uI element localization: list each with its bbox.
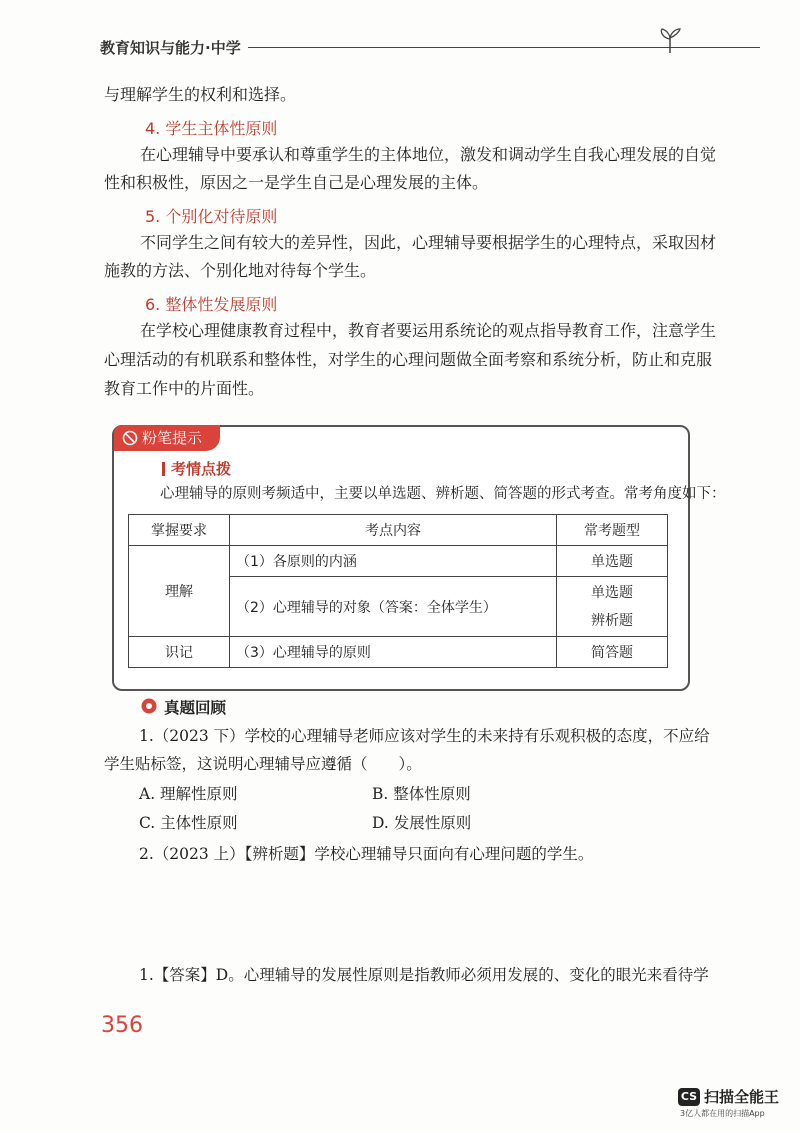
header-title: 教育知识与能力·中学 <box>100 39 241 57</box>
table-header: 考点内容 <box>230 515 557 546</box>
section-5-title: 个别化对待原则 <box>165 207 278 226</box>
section-6-heading <box>145 292 277 315</box>
tip-tab-label: 粉笔提示 <box>142 429 203 447</box>
table-header: 掌握要求 <box>129 515 230 546</box>
question-1-line-1: 1.（2023 下）学校的心理辅导老师应该对学生的未来持有乐观积极的态度，不应给 <box>139 727 710 745</box>
table-cell-content: （2）心理辅导的对象（答案：全体学生） <box>230 577 557 637</box>
table-cell-requirement: 识记 <box>129 637 230 668</box>
table-header: 常考题型 <box>557 515 668 546</box>
question-2: 2.（2023 上）【辨析题】学校心理辅导只面向有心理问题的学生。 <box>139 845 594 863</box>
option-b: B. 整体性原则 <box>372 785 471 803</box>
section-5-line-1: 不同学生之间有较大的差异性，因此，心理辅导要根据学生的心理特点，采取因材 <box>140 233 717 252</box>
section-6-number: 6. <box>145 295 161 314</box>
tip-sub-heading-text: 考情点拨 <box>171 460 232 478</box>
no-entry-icon <box>122 430 138 446</box>
tip-intro: 心理辅导的原则考频适中，主要以单选题、辨析题、简答题的形式考查。常考角度如下： <box>160 486 726 502</box>
sub-heading-bar <box>162 462 165 476</box>
option-c: C. 主体性原则 <box>139 814 238 832</box>
table-cell-content: （3）心理辅导的原则 <box>230 637 557 668</box>
section-4-number: 4. <box>145 119 161 138</box>
type-label: 辨析题 <box>591 612 633 629</box>
table-row <box>129 637 668 668</box>
section-6-line-1: 在学校心理健康教育过程中，教育者要运用系统论的观点指导教育工作，注意学生 <box>140 321 717 340</box>
table-header-row <box>129 515 668 546</box>
page-number: 356 <box>101 1013 143 1038</box>
section-6-line-3: 教育工作中的片面性。 <box>104 379 265 398</box>
table-row <box>129 546 668 577</box>
table-cell-type: 简答题 <box>557 637 668 668</box>
section-4-line-1: 在心理辅导中要承认和尊重学生的主体地位，激发和调动学生自我心理发展的自觉 <box>140 145 717 164</box>
table-cell-content: （1）各原则的内涵 <box>230 546 557 577</box>
table-cell-type: 单选题 <box>557 546 668 577</box>
section-5-line-2: 施教的方法、个别化地对待每个学生。 <box>104 261 377 280</box>
question-1-line-2: 学生贴标签，这说明心理辅导应遵循（ ）。 <box>104 755 422 773</box>
exam-table <box>128 514 668 668</box>
option-a: A. 理解性原则 <box>139 785 238 803</box>
scanner-tagline: 3亿人都在用的扫描App <box>680 1109 765 1118</box>
answer-line: 1.【答案】D。心理辅导的发展性原则是指教师必须用发展的、变化的眼光来看待学 <box>139 966 709 984</box>
section-6-title: 整体性发展原则 <box>165 295 278 314</box>
table-cell-requirement: 理解 <box>129 546 230 637</box>
page-header <box>100 33 680 59</box>
table-cell-type <box>557 577 668 637</box>
option-d: D. 发展性原则 <box>372 814 472 832</box>
section-5-number: 5. <box>145 207 161 226</box>
type-label: 单选题 <box>591 584 633 601</box>
scanner-app-name: 扫描全能王 <box>704 1088 780 1106</box>
tip-sub-heading <box>162 458 231 479</box>
review-heading: 真题回顾 <box>164 699 227 717</box>
sprout-icon <box>655 26 685 54</box>
scanner-logo: CS <box>678 1088 700 1106</box>
section-6-line-2: 心理活动的有机联系和整体性，对学生的心理问题做全面考察和系统分析，防止和克服 <box>104 350 713 369</box>
section-4-heading <box>145 116 277 139</box>
section-4-title: 学生主体性原则 <box>165 119 278 138</box>
continuation-line: 与理解学生的权利和选择。 <box>104 85 297 104</box>
tip-tab <box>114 425 220 451</box>
section-4-line-2: 性和积极性，原因之一是学生自己是心理发展的主体。 <box>104 173 489 192</box>
section-5-heading <box>145 204 277 227</box>
sun-icon <box>140 697 158 715</box>
